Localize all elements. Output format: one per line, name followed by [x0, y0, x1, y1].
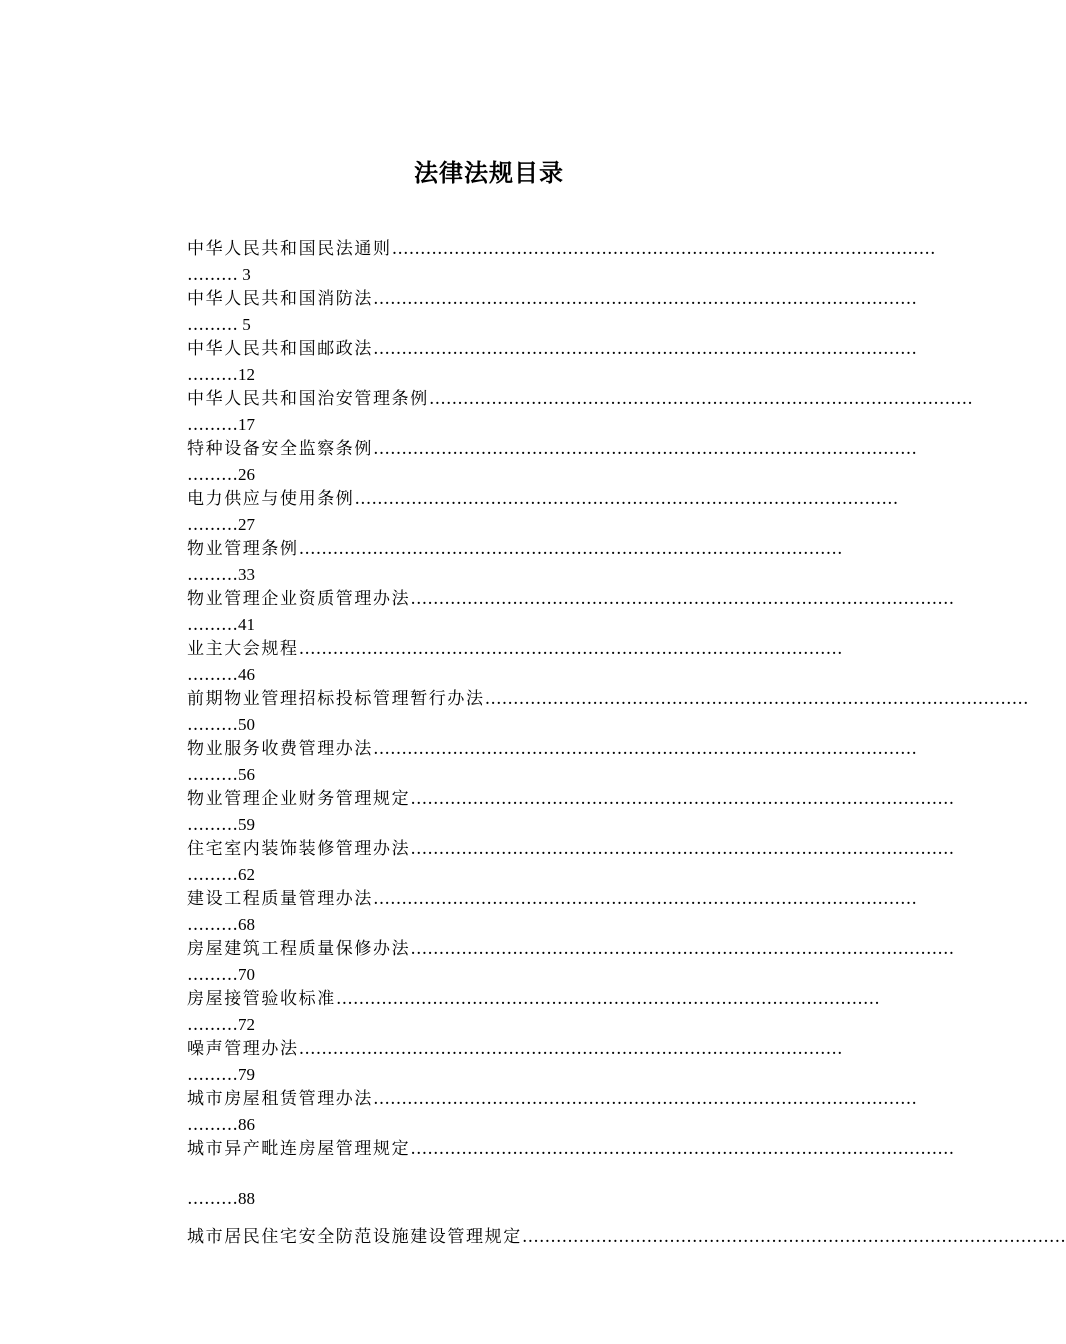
toc-entry-title: 业主大会规程	[187, 639, 299, 659]
toc-entry-title: 物业管理条例	[187, 539, 299, 559]
toc-entry-title-line	[187, 387, 973, 412]
toc-entry[interactable]	[187, 487, 899, 537]
toc-dot-leader: ……………………………………………………………………………………	[373, 739, 917, 759]
toc-entry[interactable]	[187, 1225, 1066, 1250]
toc-entry[interactable]	[187, 937, 955, 987]
toc-entry[interactable]	[187, 1137, 955, 1225]
toc-dot-leader: ……………………………………………………………………………………	[521, 1227, 1066, 1247]
toc-page-number: 79	[238, 1065, 255, 1084]
toc-dot-leader-continued: ………	[187, 315, 238, 335]
toc-entry-title: 城市异产毗连房屋管理规定	[187, 1139, 411, 1159]
toc-dot-leader-continued: ………	[187, 1065, 238, 1085]
toc-entry-title: 住宅室内装饰装修管理办法	[187, 839, 411, 859]
toc-entry-title: 特种设备安全监察条例	[187, 439, 373, 459]
toc-dot-leader: ……………………………………………………………………………………	[354, 489, 899, 509]
toc-dot-leader-continued: ………	[187, 1115, 238, 1135]
toc-entry[interactable]	[187, 587, 955, 637]
toc-entry-title: 中华人民共和国民法通则	[187, 239, 392, 259]
toc-entry[interactable]	[187, 337, 917, 387]
toc-entry[interactable]	[187, 237, 936, 287]
toc-entry[interactable]	[187, 837, 955, 887]
page-title: 法律法规目录	[414, 159, 564, 187]
toc-dot-leader-continued: ………	[187, 1015, 238, 1035]
toc-entry-title-line	[187, 1037, 843, 1062]
toc-entry-page-line	[187, 462, 832, 487]
toc-dot-leader: ……………………………………………………………………………………	[484, 689, 1029, 709]
toc-entry-title-line	[187, 887, 917, 912]
toc-entry-title-line	[187, 1087, 917, 1112]
toc-dot-leader: ……………………………………………………………………………………	[410, 789, 955, 809]
toc-entry[interactable]	[187, 737, 917, 787]
toc-entry-title: 物业服务收费管理办法	[187, 739, 373, 759]
toc-entry[interactable]	[187, 537, 843, 587]
toc-entry-page-line	[187, 262, 832, 287]
toc-entry-title: 前期物业管理招标投标管理暂行办法	[187, 689, 485, 709]
table-of-contents	[187, 237, 1066, 1250]
toc-entry-page-line	[187, 762, 832, 787]
toc-page-number: 3	[238, 265, 251, 284]
toc-entry-title-line	[187, 1137, 955, 1162]
toc-entry[interactable]	[187, 687, 1029, 737]
toc-dot-leader: ……………………………………………………………………………………	[373, 339, 917, 359]
toc-entry-page-line	[187, 612, 832, 637]
toc-entry[interactable]	[187, 887, 917, 937]
toc-dot-leader: ……………………………………………………………………………………	[428, 389, 973, 409]
toc-dot-leader-continued: ………	[187, 615, 238, 635]
toc-entry-page-line	[187, 912, 832, 937]
toc-dot-leader-continued: ………	[187, 915, 238, 935]
toc-entry-page-line	[187, 1012, 832, 1037]
toc-entry[interactable]	[187, 1037, 843, 1087]
toc-entry-title-line	[187, 987, 880, 1012]
toc-entry-title: 房屋建筑工程质量保修办法	[187, 939, 411, 959]
toc-dot-leader-continued: ………	[187, 415, 238, 435]
toc-entry-page-line	[187, 962, 832, 987]
toc-page-number: 68	[238, 915, 255, 934]
toc-page-number: 46	[238, 665, 255, 684]
toc-page-number: 17	[238, 415, 255, 434]
toc-entry-title: 电力供应与使用条例	[187, 489, 355, 509]
toc-entry-title: 物业管理企业资质管理办法	[187, 589, 411, 609]
toc-dot-leader: ……………………………………………………………………………………	[410, 839, 955, 859]
toc-dot-leader: ……………………………………………………………………………………	[391, 239, 936, 259]
toc-dot-leader: ……………………………………………………………………………………	[410, 939, 955, 959]
toc-page-number: 86	[238, 1115, 255, 1134]
toc-page-number: 88	[238, 1189, 255, 1208]
toc-entry-title-line	[187, 337, 917, 362]
toc-entry-title-line	[187, 487, 899, 512]
toc-entry-page-line	[187, 1112, 832, 1137]
toc-entry[interactable]	[187, 287, 917, 337]
toc-page-number: 62	[238, 865, 255, 884]
toc-entry-title: 物业管理企业财务管理规定	[187, 789, 411, 809]
toc-page-number: 59	[238, 815, 255, 834]
toc-page-number: 56	[238, 765, 255, 784]
toc-entry-title: 建设工程质量管理办法	[187, 889, 373, 909]
toc-entry-title-line	[187, 637, 843, 662]
toc-page-number: 5	[238, 315, 251, 334]
toc-dot-leader-continued: ………	[187, 665, 238, 685]
toc-spacer	[187, 1162, 832, 1186]
toc-spacer	[187, 1211, 832, 1225]
toc-entry-title-line	[187, 837, 955, 862]
toc-page-number: 41	[238, 615, 255, 634]
toc-entry-title-line	[187, 737, 917, 762]
toc-entry[interactable]	[187, 437, 917, 487]
toc-page-number: 70	[238, 965, 255, 984]
toc-page-number: 72	[238, 1015, 255, 1034]
toc-entry-title: 中华人民共和国治安管理条例	[187, 389, 429, 409]
toc-entry[interactable]	[187, 987, 880, 1037]
toc-dot-leader: ……………………………………………………………………………………	[373, 889, 917, 909]
toc-entry-title-line	[187, 787, 955, 812]
toc-entry-title-line	[187, 537, 843, 562]
toc-dot-leader-continued: ………	[187, 1189, 238, 1209]
toc-dot-leader-continued: ………	[187, 465, 238, 485]
toc-entry-title: 房屋接管验收标准	[187, 989, 336, 1009]
toc-dot-leader: ……………………………………………………………………………………	[298, 639, 843, 659]
toc-entry-title-line	[187, 937, 955, 962]
toc-entry-title-line	[187, 237, 936, 262]
toc-dot-leader: ……………………………………………………………………………………	[410, 1139, 955, 1159]
toc-page-number: 50	[238, 715, 255, 734]
toc-entry-title-line	[187, 587, 955, 612]
toc-entry-title: 中华人民共和国邮政法	[187, 339, 373, 359]
toc-entry[interactable]	[187, 787, 955, 837]
toc-dot-leader-continued: ………	[187, 365, 238, 385]
toc-dot-leader-continued: ………	[187, 715, 238, 735]
toc-entry-page-line	[187, 412, 832, 437]
toc-entry-title-line	[187, 437, 917, 462]
toc-page-number: 26	[238, 465, 255, 484]
toc-dot-leader: ……………………………………………………………………………………	[298, 539, 843, 559]
toc-entry[interactable]	[187, 637, 843, 687]
toc-page-number: 33	[238, 565, 255, 584]
toc-dot-leader: ……………………………………………………………………………………	[373, 439, 917, 459]
toc-entry-title-line	[187, 287, 917, 312]
toc-dot-leader-continued: ………	[187, 265, 238, 285]
toc-dot-leader-continued: ………	[187, 965, 238, 985]
toc-entry-page-line	[187, 512, 832, 537]
toc-entry-title: 城市房屋租赁管理办法	[187, 1089, 373, 1109]
toc-entry[interactable]	[187, 1087, 917, 1137]
toc-dot-leader: ……………………………………………………………………………………	[410, 589, 955, 609]
toc-dot-leader-continued: ………	[187, 565, 238, 585]
toc-entry-title: 城市居民住宅安全防范设施建设管理规定	[187, 1227, 522, 1247]
toc-dot-leader-continued: ………	[187, 815, 238, 835]
toc-page-number: 27	[238, 515, 255, 534]
toc-entry-page-line	[187, 1062, 832, 1087]
toc-entry-title-line	[187, 1225, 1066, 1250]
toc-entry-page-line	[187, 362, 832, 387]
toc-dot-leader: ……………………………………………………………………………………	[373, 1089, 917, 1109]
toc-dot-leader: ……………………………………………………………………………………	[298, 1039, 843, 1059]
toc-entry-page-line	[187, 712, 832, 737]
toc-entry-page-line	[187, 862, 832, 887]
toc-dot-leader: ……………………………………………………………………………………	[373, 289, 917, 309]
toc-entry-page-line	[187, 812, 832, 837]
toc-dot-leader-continued: ………	[187, 765, 238, 785]
toc-entry[interactable]	[187, 387, 973, 437]
toc-entry-title: 噪声管理办法	[187, 1039, 299, 1059]
toc-entry-page-line	[187, 1186, 832, 1211]
toc-entry-title: 中华人民共和国消防法	[187, 289, 373, 309]
toc-entry-title-line	[187, 687, 1029, 712]
toc-dot-leader-continued: ………	[187, 865, 238, 885]
toc-dot-leader-continued: ………	[187, 515, 238, 535]
toc-entry-page-line	[187, 312, 832, 337]
toc-entry-page-line	[187, 662, 832, 687]
toc-page-number: 12	[238, 365, 255, 384]
toc-dot-leader: ……………………………………………………………………………………	[335, 989, 880, 1009]
toc-entry-page-line	[187, 562, 832, 587]
